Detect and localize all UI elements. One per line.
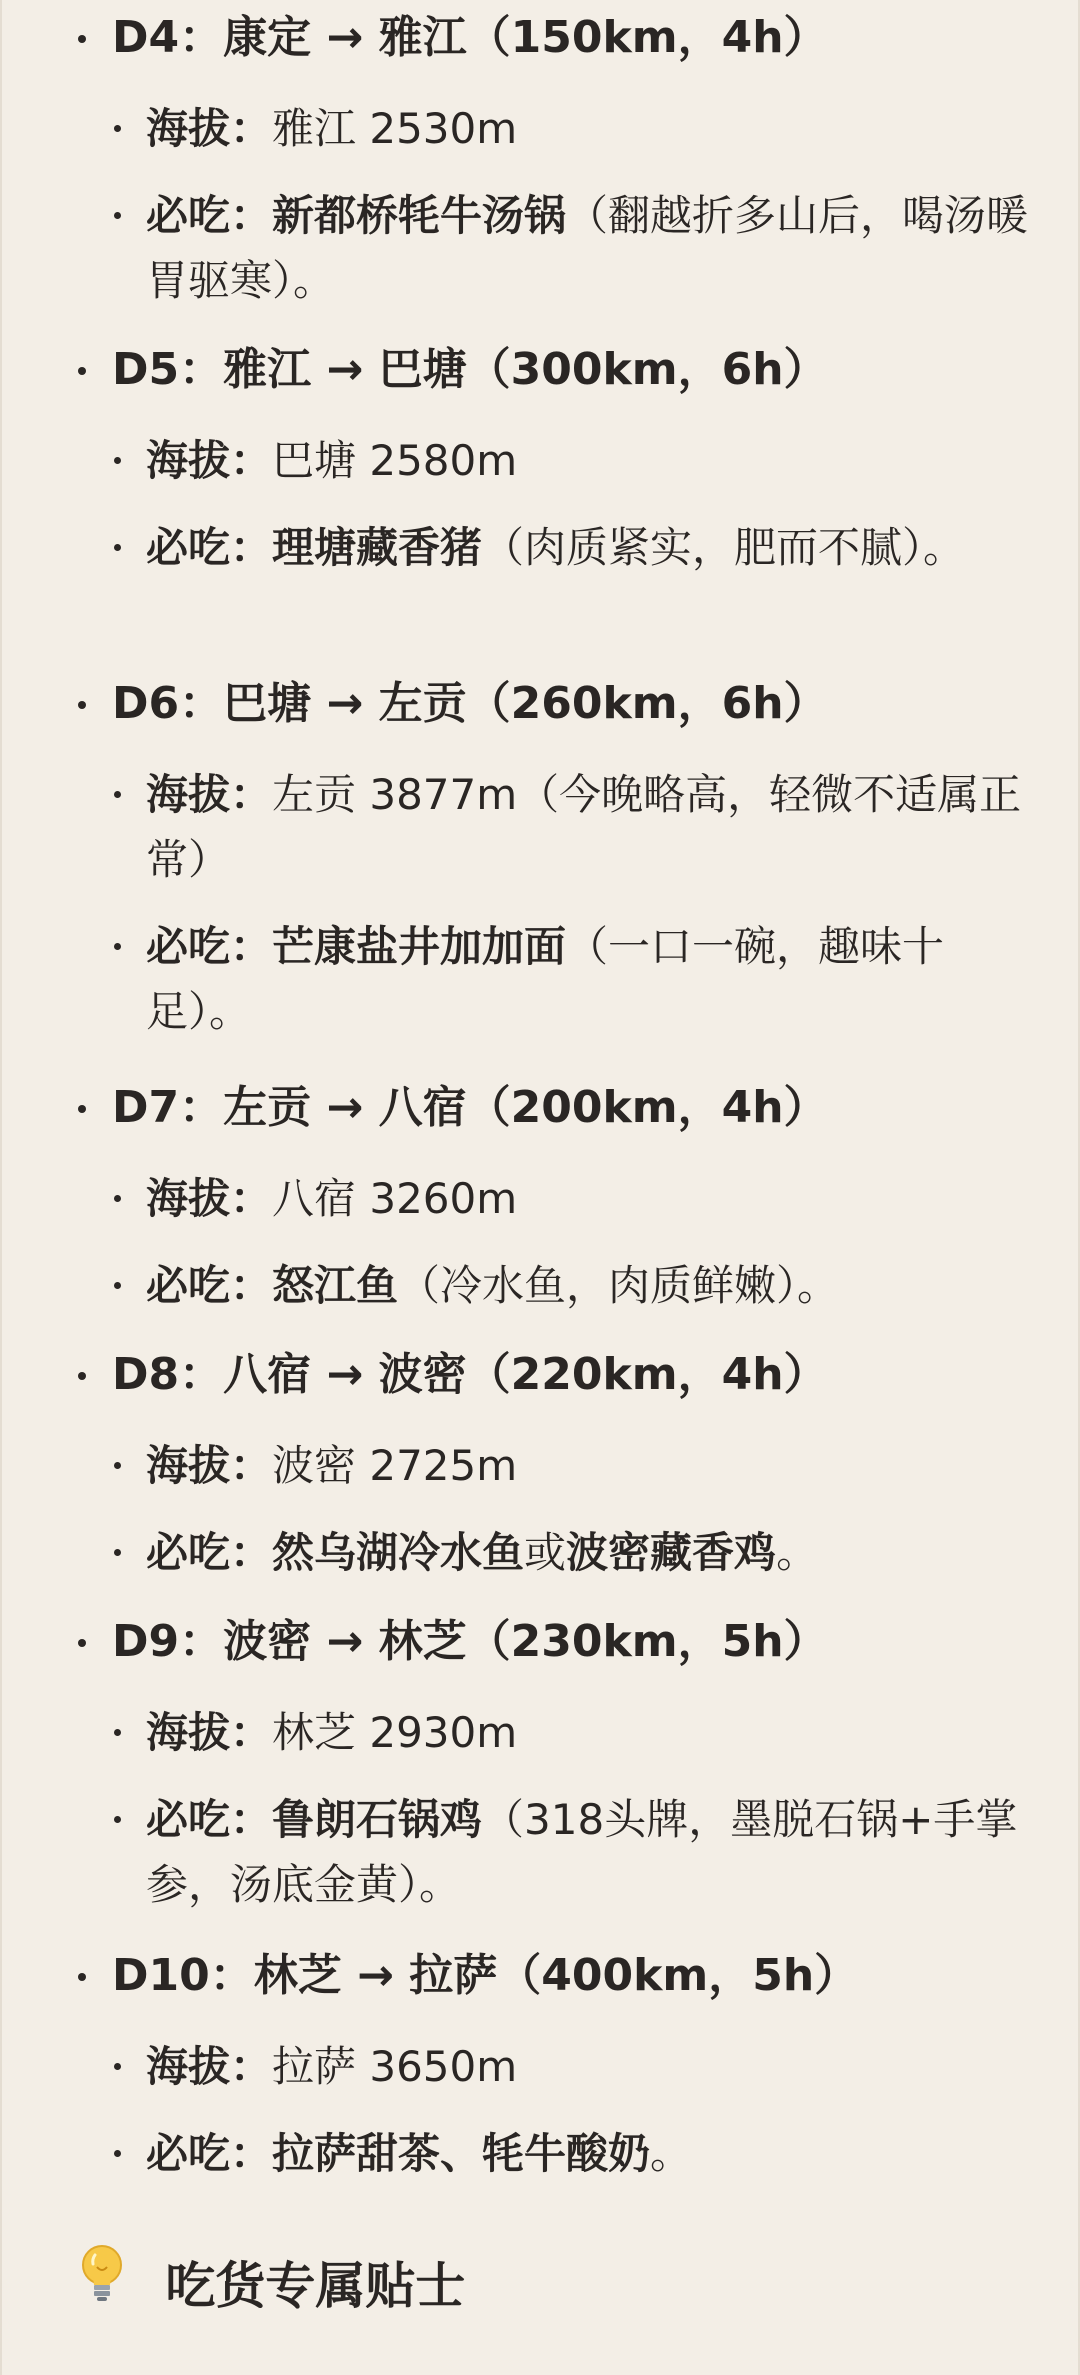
food-connector: 或 <box>524 1528 567 1577</box>
altitude-value: 林芝 2930m <box>272 1708 518 1757</box>
food-note: 。 <box>776 1528 819 1577</box>
food-name: 然乌湖冷水鱼 <box>272 1528 525 1577</box>
food-note: （一口一碗，趣味十足）。 <box>146 922 945 1036</box>
lightbulb-icon <box>78 2243 126 2328</box>
bullet-icon <box>114 2063 121 2070</box>
food-item <box>0 2121 1080 2186</box>
bullet-icon <box>114 125 121 132</box>
bullet-icon <box>114 2150 121 2157</box>
food-name: 拉萨甜茶、牦牛酸奶 <box>272 2129 651 2178</box>
day-title <box>0 1339 1080 1411</box>
day-section-d7 <box>0 1072 1080 1318</box>
day-title <box>0 334 1080 406</box>
altitude-value: 巴塘 2580m <box>272 436 518 485</box>
day-title <box>0 1606 1080 1678</box>
altitude-value: 雅江 2530m <box>272 104 518 153</box>
day-section-d5 <box>0 334 1080 580</box>
food-item <box>0 914 1080 1044</box>
bullet-icon <box>114 544 121 551</box>
altitude-item <box>0 762 1080 892</box>
bullet-icon <box>78 1105 86 1113</box>
altitude-label: 海拔： <box>146 1441 273 1490</box>
bullet-icon <box>114 1816 121 1823</box>
food-name: 芒康盐井加加面 <box>272 922 567 971</box>
food-note: （318头牌，墨脱石锅+手掌参，汤底金黄）。 <box>146 1795 1018 1909</box>
food-item <box>0 183 1080 313</box>
food-note: （冷水鱼，肉质鲜嫩）。 <box>398 1261 840 1310</box>
day-title-text: D7：左贡 → 八宿（200km，4h） <box>112 1082 828 1133</box>
food-name-alt: 波密藏香鸡 <box>566 1528 777 1577</box>
food-label: 必吃： <box>146 2129 273 2178</box>
bullet-icon <box>78 701 86 709</box>
bullet-icon <box>114 1282 121 1289</box>
day-section-d10 <box>0 1940 1080 2186</box>
altitude-label: 海拔： <box>146 770 273 819</box>
food-label: 必吃： <box>146 922 273 971</box>
altitude-item <box>0 2034 1080 2099</box>
day-title-text: D4：康定 → 雅江（150km，4h） <box>112 12 828 63</box>
altitude-value: 左贡 3877m（今晚略高，轻微不适属正常） <box>146 770 1022 884</box>
tips-title: 吃货专属贴士 <box>165 2257 466 2315</box>
day-title <box>0 2 1080 74</box>
day-title-text: D5：雅江 → 巴塘（300km，6h） <box>112 344 828 395</box>
food-item <box>0 1253 1080 1318</box>
altitude-label: 海拔： <box>146 2042 273 2091</box>
day-title-text: D10：林芝 → 拉萨（400km，5h） <box>112 1950 859 2001</box>
food-note: 。 <box>650 2129 693 2178</box>
food-label: 必吃： <box>146 1795 273 1844</box>
bullet-icon <box>114 212 121 219</box>
tips-heading <box>78 2246 465 2326</box>
bullet-icon <box>78 367 86 375</box>
altitude-item <box>0 1433 1080 1498</box>
altitude-label: 海拔： <box>146 1708 273 1757</box>
food-label: 必吃： <box>146 523 273 572</box>
food-name: 怒江鱼 <box>272 1261 399 1310</box>
food-item <box>0 515 1080 580</box>
altitude-value: 八宿 3260m <box>272 1174 518 1223</box>
day-title-text: D9：波密 → 林芝（230km，5h） <box>112 1616 828 1667</box>
food-note: （翻越折多山后，喝汤暖胃驱寒）。 <box>146 191 1029 305</box>
food-label: 必吃： <box>146 1261 273 1310</box>
altitude-value: 拉萨 3650m <box>272 2042 518 2091</box>
food-note: （肉质紧实，肥而不腻）。 <box>482 523 966 572</box>
food-name: 新都桥牦牛汤锅 <box>272 191 567 240</box>
bullet-icon <box>114 1549 121 1556</box>
bullet-icon <box>114 791 121 798</box>
food-label: 必吃： <box>146 191 273 240</box>
food-item <box>0 1520 1080 1585</box>
altitude-item <box>0 428 1080 493</box>
day-section-d4 <box>0 2 1080 313</box>
bullet-icon <box>78 35 86 43</box>
day-section-d9 <box>0 1606 1080 1917</box>
altitude-label: 海拔： <box>146 104 273 153</box>
altitude-item <box>0 1700 1080 1765</box>
altitude-value: 波密 2725m <box>272 1441 518 1490</box>
bullet-icon <box>114 943 121 950</box>
bullet-icon <box>114 1195 121 1202</box>
food-item <box>0 1787 1080 1917</box>
food-name: 鲁朗石锅鸡 <box>272 1795 483 1844</box>
day-title <box>0 1940 1080 2012</box>
day-title <box>0 668 1080 740</box>
bullet-icon <box>78 1372 86 1380</box>
day-section-d6 <box>0 668 1080 1044</box>
bullet-icon <box>114 457 121 464</box>
food-name: 理塘藏香猪 <box>272 523 483 572</box>
bullet-icon <box>78 1973 86 1981</box>
day-section-d8 <box>0 1339 1080 1585</box>
bullet-icon <box>114 1729 121 1736</box>
day-title-text: D8：八宿 → 波密（220km，4h） <box>112 1349 828 1400</box>
bullet-icon <box>114 1462 121 1469</box>
altitude-item <box>0 1166 1080 1231</box>
day-title <box>0 1072 1080 1144</box>
day-title-text: D6：巴塘 → 左贡（260km，6h） <box>112 678 828 729</box>
altitude-label: 海拔： <box>146 1174 273 1223</box>
bullet-icon <box>78 1639 86 1647</box>
altitude-label: 海拔： <box>146 436 273 485</box>
food-label: 必吃： <box>146 1528 273 1577</box>
altitude-item <box>0 96 1080 161</box>
